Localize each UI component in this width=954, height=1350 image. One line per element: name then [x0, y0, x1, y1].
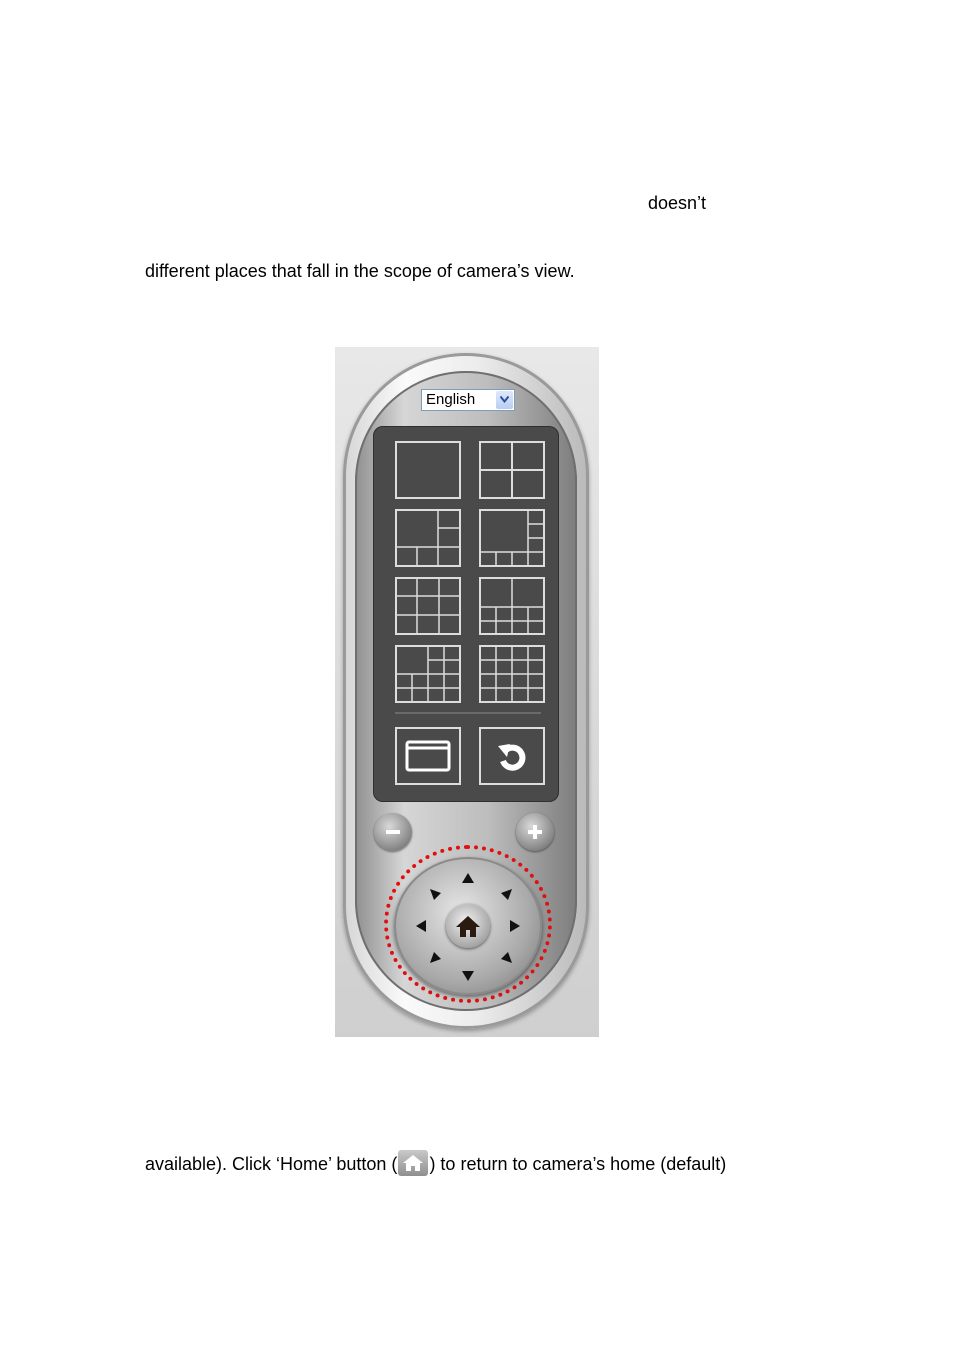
layout-10-view-button[interactable]: [479, 577, 545, 635]
pan-up-arrow-icon: [462, 873, 474, 883]
pan-left-arrow-icon: [416, 920, 426, 932]
layout-1-view-button[interactable]: [395, 441, 461, 499]
home-icon: [398, 1150, 428, 1176]
layout-16-view-button[interactable]: [479, 645, 545, 703]
home-icon: [455, 914, 481, 938]
layout-9-view-button[interactable]: [395, 577, 461, 635]
home-button[interactable]: [446, 904, 490, 948]
body-text-segment: available). Click ‘Home’ button (: [145, 1154, 398, 1174]
layout-4-view-button[interactable]: [479, 441, 545, 499]
zoom-out-button[interactable]: [374, 813, 412, 851]
body-text-segment: ) to return to camera’s home (default): [429, 1154, 727, 1174]
layout-selector-panel: [373, 426, 559, 802]
pan-down-left-arrow-icon: [430, 952, 441, 963]
fullscreen-button[interactable]: [395, 727, 461, 785]
language-select-value: English: [426, 391, 476, 408]
camera-control-panel: [335, 347, 599, 1037]
refresh-icon[interactable]: [479, 727, 545, 785]
pan-right-arrow-icon: [510, 920, 520, 932]
plus-icon: [516, 813, 554, 851]
layout-13-view-button[interactable]: [395, 645, 461, 703]
pan-down-arrow-icon: [462, 971, 474, 981]
pan-down-right-arrow-icon: [501, 952, 512, 963]
body-text-line: [145, 1150, 726, 1176]
body-text-line: different places that fall in the scope of camera’s view.: [145, 261, 575, 281]
ptz-direction-pad: [394, 857, 542, 995]
chevron-down-icon[interactable]: [496, 391, 513, 409]
pan-up-right-arrow-icon: [501, 889, 512, 900]
minus-icon: [374, 813, 412, 851]
language-select[interactable]: [421, 389, 515, 411]
panel-divider: [395, 712, 541, 714]
zoom-in-button[interactable]: [516, 813, 554, 851]
layout-6-view-button[interactable]: [395, 509, 461, 567]
body-text-fragment: doesn’t: [648, 193, 707, 213]
layout-8-view-button[interactable]: [479, 509, 545, 567]
pan-up-left-arrow-icon: [430, 889, 441, 900]
